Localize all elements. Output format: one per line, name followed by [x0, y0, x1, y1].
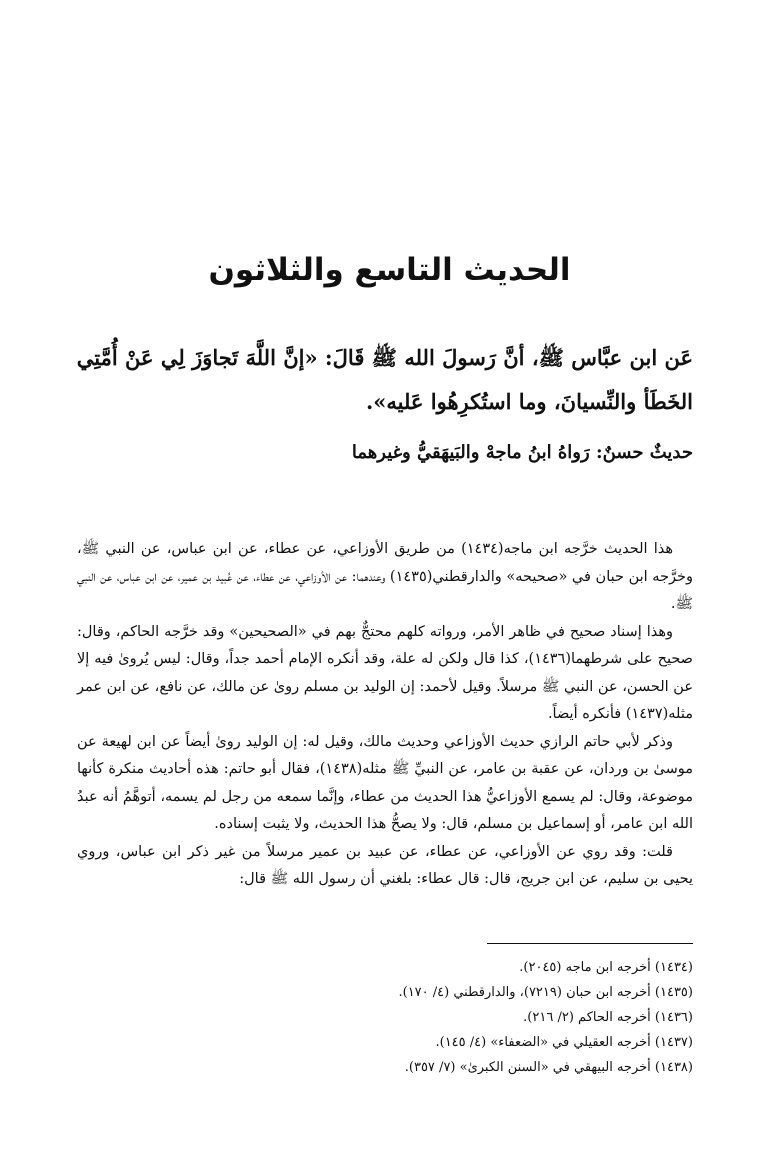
footnote: (١٤٣٤) أخرجه ابن ماجه (٢٠٤٥).	[519, 960, 693, 975]
hadith-text: عَن ابن عبَّاس ﷺ، أنَّ رَسولَ الله ﷺ قَالَ: «إنَّ اللَّهَ تَجاوَزَ لِي عَنْ أُمَّتِي الخَطَأ والنِّسيانَ، وما استُكرِهُوا عَليه».	[76, 345, 693, 414]
paragraph: هذا الحديث خرَّجه ابن ماجه(١٤٣٤) من طريق الأوزاعي، عن عطاء، عن ابن عباس، عن النبي ﷺ، وخرَّجه ابن حبان في «صحيحه» والدارقطني(١٤٣٥) وعندهما: عن الأوزاعي، عن عطاء، عن عُبيد بن عمير، عن ابن عباس، عن النبي ﷺ.	[77, 541, 693, 612]
paragraph: وهذا إسناد صحيح في ظاهر الأمر، ورواته كلهم محتجٌّ بهم في «الصحيحين» وقد خرَّجه الحاكم، وقال: صحيح على شرطهما(١٤٣٦)، كذا قال ولكن له علة، وقد أنكره الإمام أحمد جداً، وقال: ليس يُروىٰ فيه إلا عن الحسن، عن النبي ﷺ مرسلاً. وقيل لأحمد: إن الوليد بن مسلم روىٰ عن مالك، عن نافع، عن ابن عمر مثله(١٤٣٧) فأنكره أيضاً.	[77, 623, 693, 722]
footnote: (١٤٣٥) أخرجه ابن حبان (٧٢١٩)، والدارقطني (٤/ ١٧٠).	[398, 985, 693, 1000]
footnote-separator	[487, 943, 693, 944]
chapter-title: الحديث التاسع والثلاثون	[208, 252, 571, 288]
paragraph: قلت: وقد روي عن الأوزاعي، عن عطاء، عن عبيد بن عمير مرسلاً من غير ذكر ابن عباس، وروي يحيى بن سليم، عن ابن جريج، قال: قال عطاء: بلغني أن رسول الله ﷺ قال:	[77, 843, 693, 887]
footnote: (١٤٣٨) أخرجه البيهقي في «السنن الكبرىٰ» (٧/ ٣٥٧).	[404, 1060, 693, 1075]
footnote: (١٤٣٦) أخرجه الحاكم (٢/ ٢١٦).	[523, 1010, 693, 1025]
footnote: (١٤٣٧) أخرجه العقيلي في «الضعفاء» (٤/ ١٤٥).	[435, 1035, 693, 1050]
footnotes	[77, 955, 693, 1080]
paragraph: وذكر لأبي حاتم الرازي حديث الأوزاعي وحديث مالك، وقيل له: إن الوليد روىٰ أيضاً عن ابن لهيعة عن موسىٰ بن وردان، عن عقبة بن عامر، عن النبيِّ ﷺ مثله(١٤٣٨)، فقال أبو حاتم: هذه أحاديث منكرة كأنها موضوعة، وقال: لم يسمع الأوزاعيُّ هذا الحديث من عطاء، وإنَّما سمعه من رجل لم يسمه، أتوهَّمُ أنه عبدُ الله ابن عامر، أو إسماعيل بن مسلم، قال: ولا يصحُّ هذا الحديث، ولا يثبت إسناده.	[77, 733, 693, 832]
commentary-body	[77, 536, 693, 894]
hadith-grading: حديثٌ حسنٌ: رَواهُ ابنُ ماجهْ والبَيهَقيُّ وغيرهما	[351, 442, 693, 463]
